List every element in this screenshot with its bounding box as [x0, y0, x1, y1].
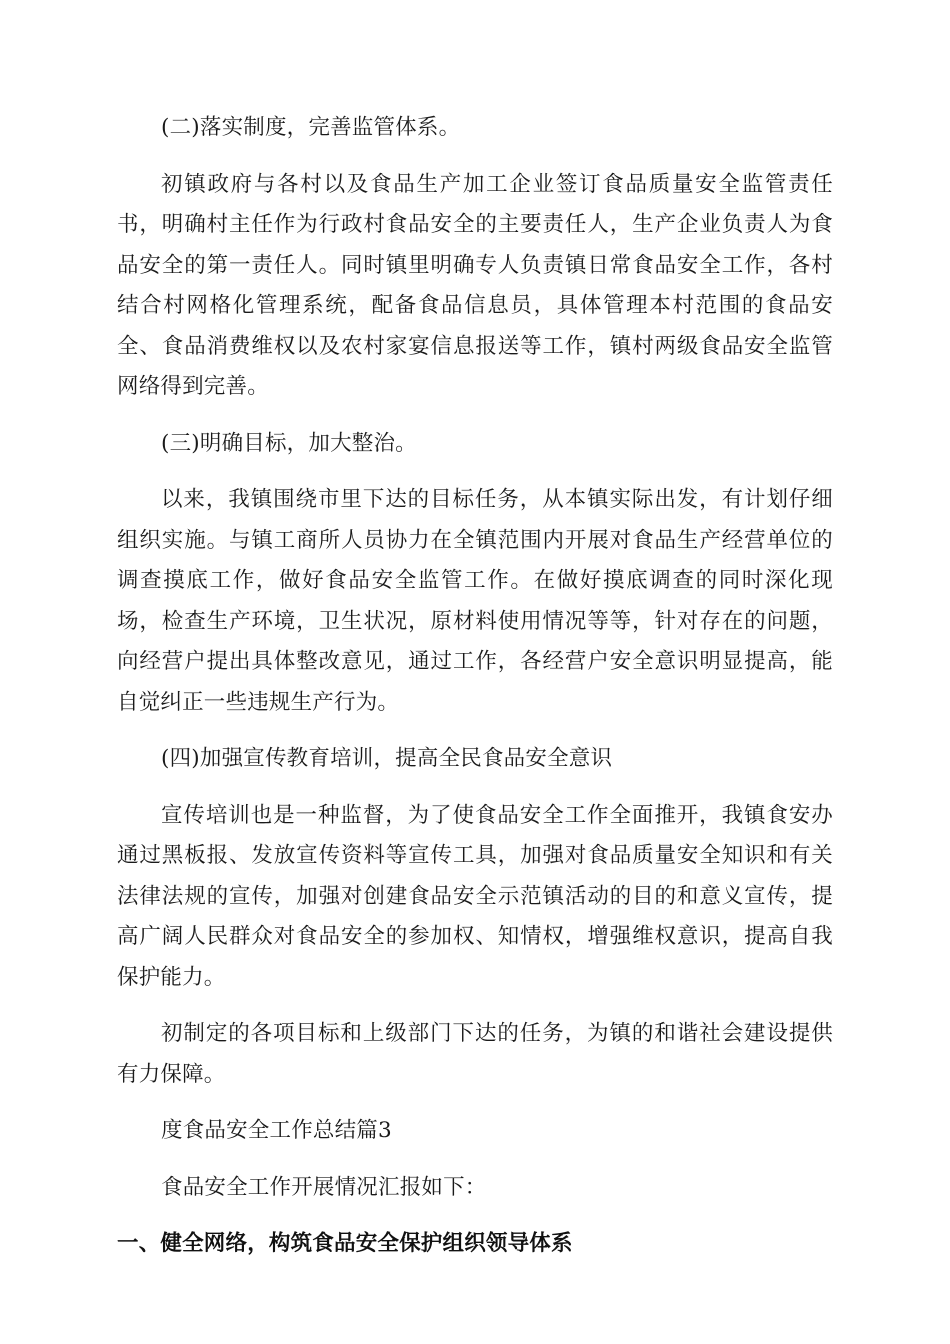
paragraph-targets-rectification: 以来，我镇围绕市里下达的目标任务，从本镇实际出发，有计划仔细组织实施。与镇工商所人员协力在全镇范围内开展对食品生产经营单位的调查摸底工作，做好食品安全监管工作。在做好摸底调查的同时深化现场，检查生产环境，卫生状况，原材料使用情况等等，针对存在的问题，向经营户提出具体整改意见，通过工作，各经营户安全意识明显提高，能自觉纠正一些违规生产行为。	[117, 487, 833, 715]
paragraph-report-intro: 食品安全工作开展情况汇报如下：	[161, 1174, 487, 1200]
paragraph-publicity-training: 宣传培训也是一种监督，为了使食品安全工作全面推开，我镇食安办通过黑板报、发放宣传资料等宣传工具，加强对食品质量安全知识和有关法律法规的宣传，加强对创建食品安全示范镇活动的目的和意义宣传，提高广阔人民群众对食品安全的参加权、知情权，增强维权意识，提高自我保护能力。	[117, 802, 833, 990]
section-heading-4: (四)加强宣传教育培训，提高全民食品安全意识	[161, 746, 613, 771]
document-body	[117, 108, 833, 1265]
paragraph-goals-guarantee: 初制定的各项目标和上级部门下达的任务，为镇的和谐社会建设提供有力保障。	[117, 1021, 833, 1087]
bold-section-heading: 一、健全网络，构筑食品安全保护组织领导体系	[117, 1231, 573, 1256]
section-heading-3: (三)明确目标，加大整治。	[161, 430, 417, 456]
section-heading-2: (二)落实制度，完善监管体系。	[161, 115, 461, 140]
paragraph-system-implementation: 初镇政府与各村以及食品生产加工企业签订食品质量安全监管责任书，明确村主任作为行政村食品安全的主要责任人，生产企业负责人为食品安全的第一责任人。同时镇里明确专人负责镇日常食品安全工作，各村结合村网格化管理系统，配备食品信息员，具体管理本村范围的食品安全、食品消费维权以及农村家宴信息报送等工作，镇村两级食品安全监管网络得到完善。	[117, 171, 833, 399]
article-title: 度食品安全工作总结篇3	[161, 1118, 392, 1143]
